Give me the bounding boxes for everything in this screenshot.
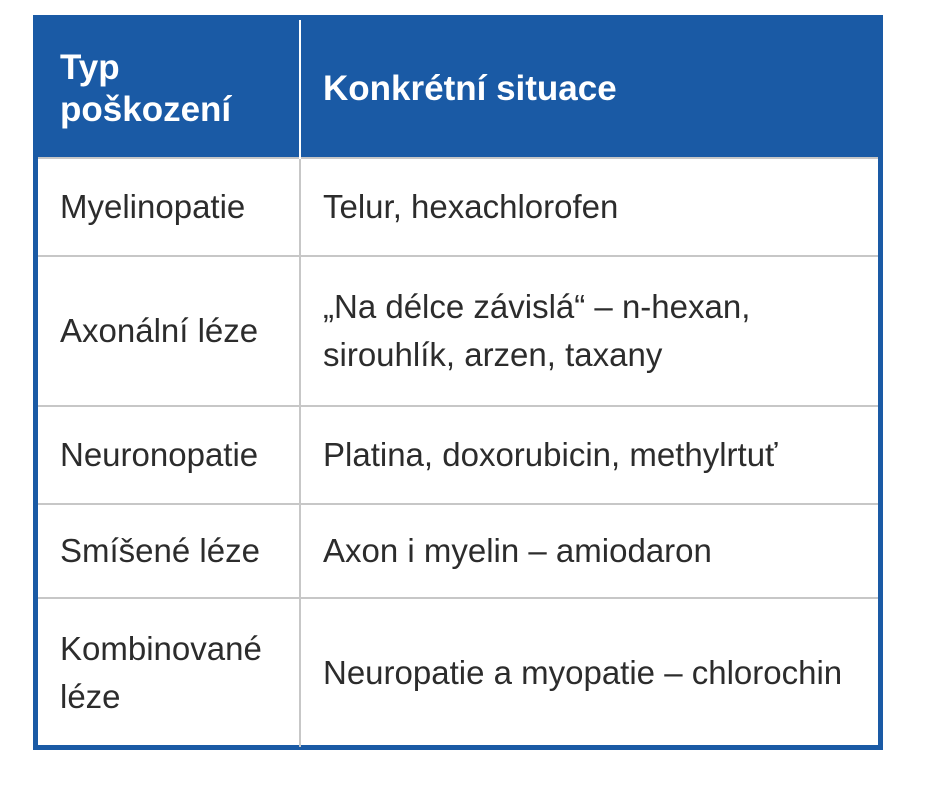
table-row [38, 504, 878, 598]
header-row [38, 20, 878, 158]
situation-text-line1: „Na délce závislá“ – n-hexan, [323, 288, 751, 325]
type-cell [38, 504, 300, 598]
type-cell [38, 598, 300, 747]
situation-text: Telur, hexachlorofen [323, 188, 619, 225]
situation-text: Platina, doxorubicin, methylrtuť [323, 436, 778, 473]
table-row [38, 158, 878, 256]
situation-cell [300, 256, 878, 406]
situation-text: Axon i myelin – amiodaron [323, 532, 712, 569]
header-type-line1: Typ [60, 47, 120, 87]
header-type-line2: poškození [60, 89, 232, 129]
situation-cell [300, 158, 878, 256]
table-row [38, 598, 878, 747]
situation-cell [300, 598, 878, 747]
type-text-line2: léze [60, 678, 121, 715]
table-row [38, 406, 878, 504]
type-cell [38, 256, 300, 406]
header-type [38, 20, 300, 158]
situation-cell [300, 504, 878, 598]
type-text: Neuronopatie [60, 436, 259, 473]
damage-type-table [33, 15, 883, 750]
situation-text: Neuropatie a myopatie – chlorochin [323, 654, 843, 691]
table [38, 20, 878, 747]
type-cell [38, 406, 300, 504]
type-text: Axonální léze [60, 312, 259, 349]
type-text-line1: Kombinované [60, 630, 262, 667]
table-row [38, 256, 878, 406]
situation-text-line2: sirouhlík, arzen, taxany [323, 336, 663, 373]
type-text: Smíšené léze [60, 532, 260, 569]
header-situation: Konkrétní situace [300, 20, 878, 158]
type-text: Myelinopatie [60, 188, 246, 225]
type-cell [38, 158, 300, 256]
situation-cell [300, 406, 878, 504]
